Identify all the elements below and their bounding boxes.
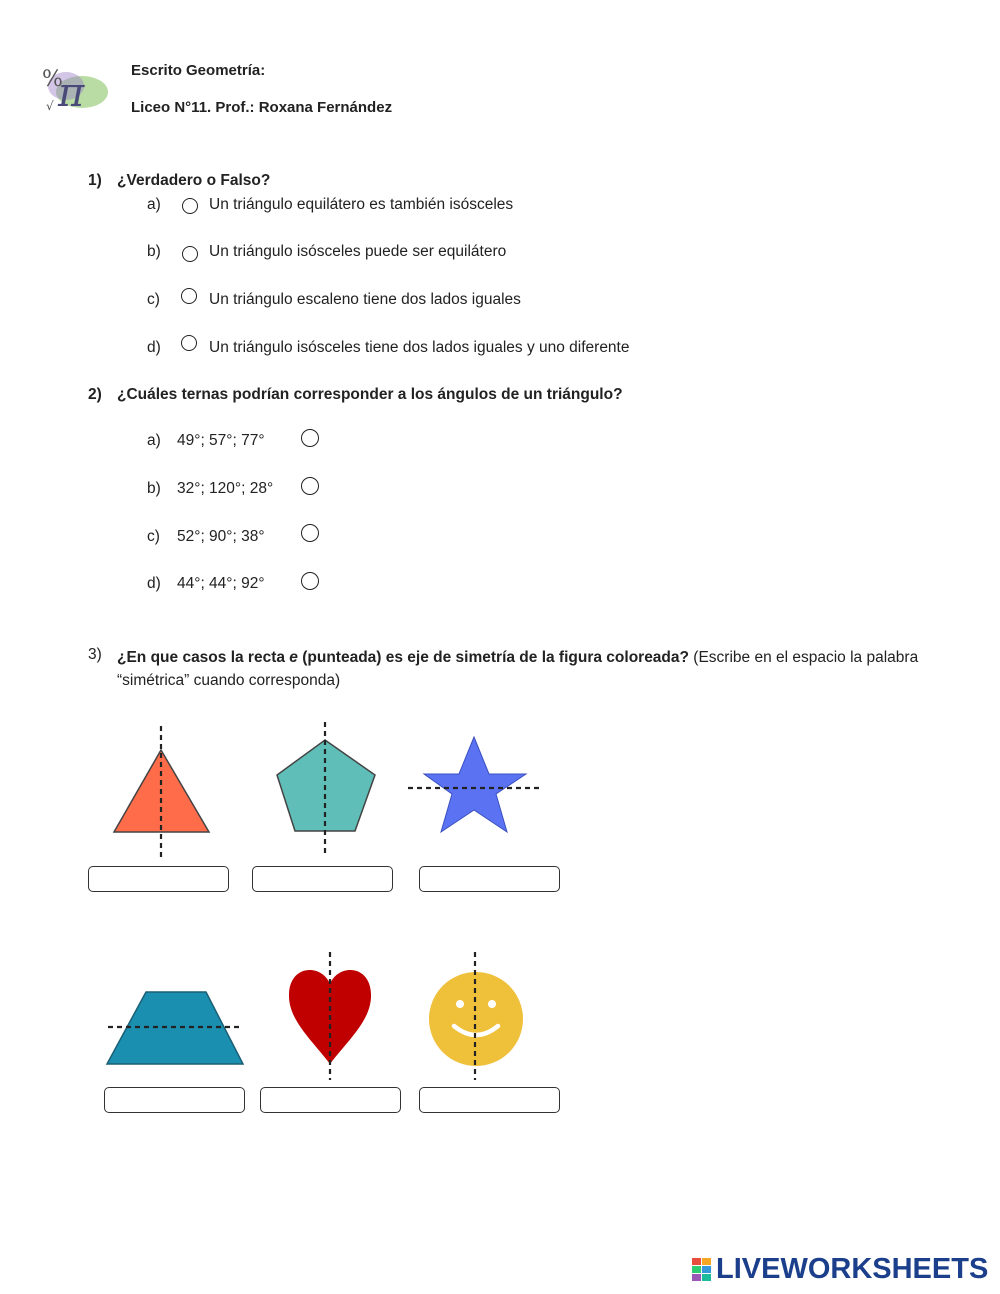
q2-angles-c: 52°; 90°; 38° (177, 528, 265, 545)
q2-letter-d: d) (147, 575, 161, 592)
star-figure (404, 732, 544, 838)
q2-number: 2) (88, 386, 102, 403)
q1-statement-c: Un triángulo escaleno tiene dos lados iguales (209, 291, 521, 308)
q1-statement-a: Un triángulo equilátero es también isósceles (209, 196, 514, 213)
q2-letter-a: a) (147, 432, 161, 449)
q2-radio-a[interactable] (301, 429, 319, 447)
q2-letter-b: b) (147, 480, 161, 497)
q2-letter-c: c) (147, 528, 160, 545)
liveworksheets-brand (692, 1255, 992, 1287)
answer-box-trapezoid[interactable] (104, 1087, 245, 1113)
q2-angles-a: 49°; 57°; 77° (177, 432, 265, 449)
q1-number: 1) (88, 172, 102, 189)
worksheet-title: Escrito Geometría: (131, 62, 266, 79)
q1-radio-a[interactable] (182, 198, 198, 214)
q1-letter-d: d) (147, 339, 161, 356)
q1-letter-a: a) (147, 196, 161, 213)
q2-radio-d[interactable] (301, 572, 319, 590)
trapezoid-figure (100, 984, 250, 1070)
q1-statement-b: Un triángulo isósceles puede ser equilátero (209, 243, 507, 260)
q2-radio-b[interactable] (301, 477, 319, 495)
triangle-figure (100, 722, 224, 862)
q2-title: ¿Cuáles ternas podrían corresponder a los ángulos de un triángulo? (117, 386, 623, 403)
pentagon-figure (266, 720, 384, 856)
q3-instruction-2: “simétrica” cuando corresponda) (117, 672, 341, 689)
brand-blocks-icon (692, 1258, 712, 1282)
q1-title: ¿Verdadero o Falso? (117, 172, 271, 189)
svg-text:√: √ (46, 99, 54, 113)
q1-radio-d[interactable] (181, 335, 197, 351)
answer-box-smiley[interactable] (419, 1087, 560, 1113)
q3-title-pre: ¿En que casos la recta (117, 649, 290, 666)
q2-radio-c[interactable] (301, 524, 319, 542)
q2-angles-d: 44°; 44°; 92° (177, 575, 265, 592)
q1-statement-d: Un triángulo isósceles tiene dos lados iguales y uno diferente (209, 339, 630, 356)
brand-name: LIVEWORKSHEETS (716, 1253, 989, 1285)
heart-figure (282, 950, 378, 1082)
q1-radio-b[interactable] (182, 246, 198, 262)
smiley-figure (424, 950, 528, 1082)
pi-logo (36, 58, 114, 118)
answer-box-star[interactable] (419, 866, 560, 892)
q3-number: 3) (88, 646, 102, 663)
svg-text:%: % (42, 67, 63, 92)
star-shape (424, 737, 526, 832)
q1-radio-c[interactable] (181, 288, 197, 304)
answer-box-triangle[interactable] (88, 866, 229, 892)
smiley-left-eye (456, 1000, 464, 1008)
answer-box-pentagon[interactable] (252, 866, 393, 892)
school-line: Liceo N°11. Prof.: Roxana Fernández (131, 99, 393, 116)
q3-prompt (117, 646, 957, 692)
answer-box-heart[interactable] (260, 1087, 401, 1113)
q3-title-post: (punteada) es eje de simetría de la figura coloreada? (297, 649, 689, 666)
svg-text:π: π (58, 70, 85, 116)
q2-angles-b: 32°; 120°; 28° (177, 480, 274, 497)
q1-letter-b: b) (147, 243, 161, 260)
q1-letter-c: c) (147, 291, 160, 308)
smiley-right-eye (488, 1000, 496, 1008)
q3-title-var: e (289, 649, 298, 666)
q3-instruction-1: (Escribe en el espacio la palabra (689, 649, 919, 666)
